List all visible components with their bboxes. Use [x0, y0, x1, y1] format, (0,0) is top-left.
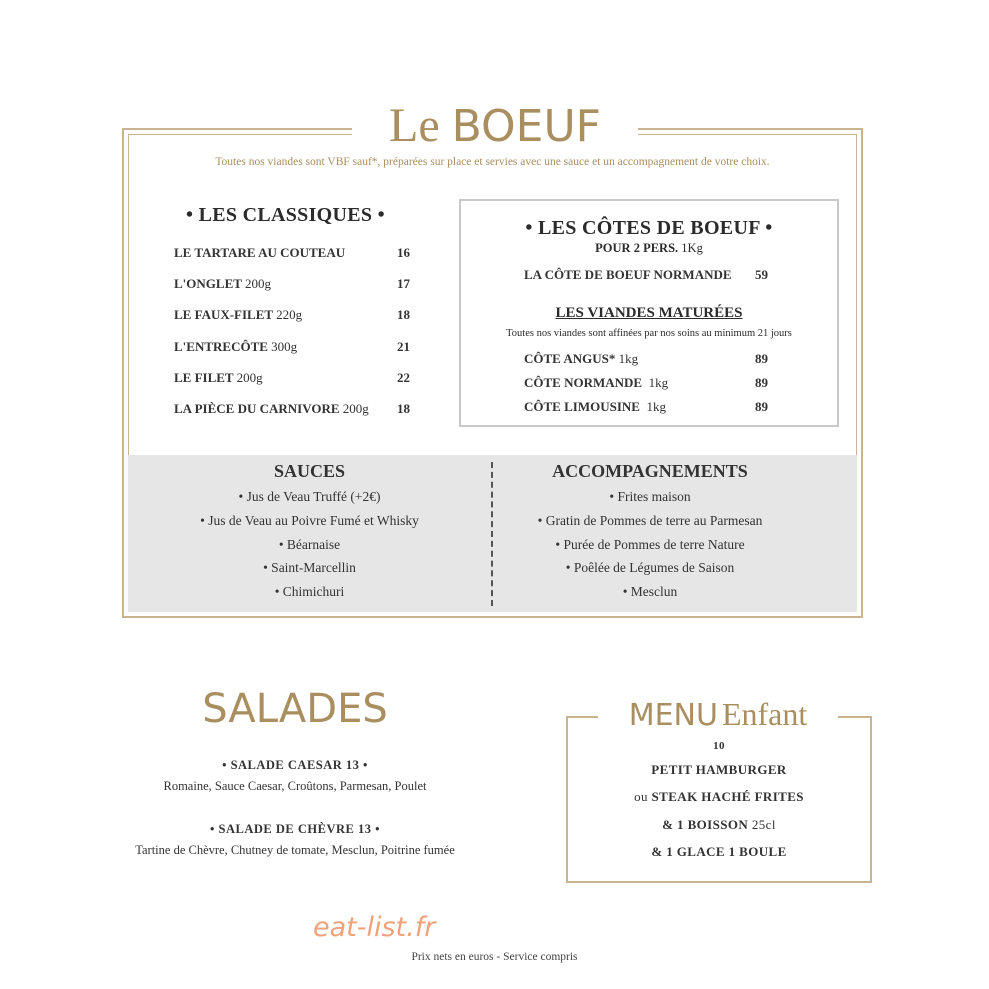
maturee-item-name: CÔTE NORMANDE	[524, 375, 643, 390]
boeuf-title	[352, 99, 638, 154]
cotes-heading: • LES CÔTES DE BOEUF •	[525, 217, 773, 239]
menu-enfant-or: ou	[634, 789, 648, 804]
classique-item	[174, 370, 263, 386]
boeuf-title-main: BOEUF	[451, 101, 601, 152]
cotes-portion-weight: 1Kg	[681, 241, 703, 255]
menu-enfant-title-a: MENU	[628, 698, 718, 733]
cotes-portion	[459, 241, 839, 256]
classique-item-name: LE FAUX-FILET	[174, 307, 273, 322]
classique-item-weight: 200g	[244, 276, 271, 291]
sauces-heading: SAUCES	[273, 461, 346, 481]
classique-item-weight: 200g	[236, 370, 263, 385]
classique-item	[174, 276, 271, 292]
maturee-item	[524, 375, 668, 391]
boeuf-subtitle: Toutes nos viandes sont VBF sauf*, préparées sur place et servies avec une sauce et un accompagnement de votre choix.	[215, 156, 770, 168]
sauce-item: • Saint-Marcellin	[263, 560, 356, 575]
menu-enfant-volume: 25cl	[751, 817, 776, 832]
maturees-heading: LES VIANDES MATURÉES	[555, 305, 743, 321]
salade-desc: Tartine de Chèvre, Chutney de tomate, Mesclun, Poitrine fumée	[135, 843, 455, 857]
menu-enfant-line	[566, 817, 872, 833]
menu-enfant-line	[566, 789, 872, 805]
maturee-item-weight: 1kg	[648, 375, 669, 390]
maturee-item	[524, 351, 638, 367]
classique-item-name: L'ONGLET	[174, 276, 242, 291]
footer-note: Prix nets en euros - Service compris	[411, 951, 578, 963]
classiques-heading: • LES CLASSIQUES •	[186, 204, 385, 226]
maturee-item-price: 89	[755, 399, 768, 414]
salade-heading: • SALADE DE CHÈVRE 13 •	[210, 822, 380, 836]
classique-item-name: LE FILET	[174, 370, 234, 385]
cote-normande-name: LA CÔTE DE BOEUF NORMANDE	[524, 267, 732, 282]
accompagnement-item: • Mesclun	[622, 584, 678, 599]
maturee-item-name: CÔTE LIMOUSINE	[524, 399, 640, 414]
classique-item-price: 18	[397, 401, 410, 416]
menu-enfant-line: & 1 GLACE 1 BOULE	[651, 844, 787, 859]
accompagnement-item: • Poêlée de Légumes de Saison	[565, 560, 735, 575]
salade-heading: • SALADE CAESAR 13 •	[222, 758, 368, 772]
salades-title: SALADES	[202, 686, 388, 732]
maturee-item	[524, 399, 666, 415]
maturee-item-price: 89	[755, 375, 768, 390]
classique-item-name: LA PIÈCE DU CARNIVORE	[174, 401, 340, 416]
maturees-note: Toutes nos viandes sont affinées par nos soins au minimum 21 jours	[506, 328, 792, 339]
cote-normande-price: 59	[755, 267, 768, 282]
maturee-item-price: 89	[755, 351, 768, 366]
sauce-item: • Béarnaise	[278, 537, 341, 552]
classique-item-name: LE TARTARE AU COUTEAU	[174, 245, 346, 260]
salade-desc: Romaine, Sauce Caesar, Croûtons, Parmesan, Poulet	[163, 779, 427, 793]
menu-enfant-title	[598, 696, 838, 733]
classique-item-price: 16	[397, 245, 410, 260]
menu-enfant-price: 10	[713, 740, 725, 752]
classique-item-price: 17	[397, 276, 410, 291]
classique-item-price: 18	[397, 307, 410, 322]
classique-item-price: 22	[397, 370, 410, 385]
classique-item-name: L'ENTRECÔTE	[174, 339, 268, 354]
sauce-item: • Chimichuri	[274, 584, 345, 599]
menu-enfant-line: PETIT HAMBURGER	[651, 762, 787, 777]
accompagnements-heading: ACCOMPAGNEMENTS	[552, 461, 748, 481]
classique-item	[174, 339, 297, 355]
watermark: eat-list.fr	[313, 912, 436, 943]
accompagnement-item: • Gratin de Pommes de terre au Parmesan	[537, 513, 763, 528]
cotes-portion-label: POUR 2 PERS.	[595, 241, 679, 255]
classique-item-weight: 300g	[271, 339, 298, 354]
menu-enfant-line-text: & 1 BOISSON	[662, 817, 749, 832]
classique-item	[174, 401, 369, 417]
boeuf-title-prefix: Le	[389, 99, 440, 152]
accompagnement-item: • Frites maison	[609, 489, 691, 504]
sauce-item: • Jus de Veau Truffé (+2€)	[238, 489, 381, 504]
sauce-item: • Jus de Veau au Poivre Fumé et Whisky	[200, 513, 419, 528]
maturee-item-name: CÔTE ANGUS*	[524, 351, 616, 366]
classique-item-weight: 200g	[342, 401, 369, 416]
accompagnement-item: • Purée de Pommes de terre Nature	[555, 537, 745, 552]
maturee-item-weight: 1kg	[646, 399, 666, 414]
classique-item	[174, 307, 302, 323]
classique-item-price: 21	[397, 339, 410, 354]
menu-enfant-title-b: Enfant	[721, 696, 808, 732]
maturee-item-weight: 1kg	[618, 351, 639, 366]
menu-enfant-line-text: STEAK HACHÉ FRITES	[651, 789, 804, 804]
classique-item-weight: 220g	[276, 307, 303, 322]
